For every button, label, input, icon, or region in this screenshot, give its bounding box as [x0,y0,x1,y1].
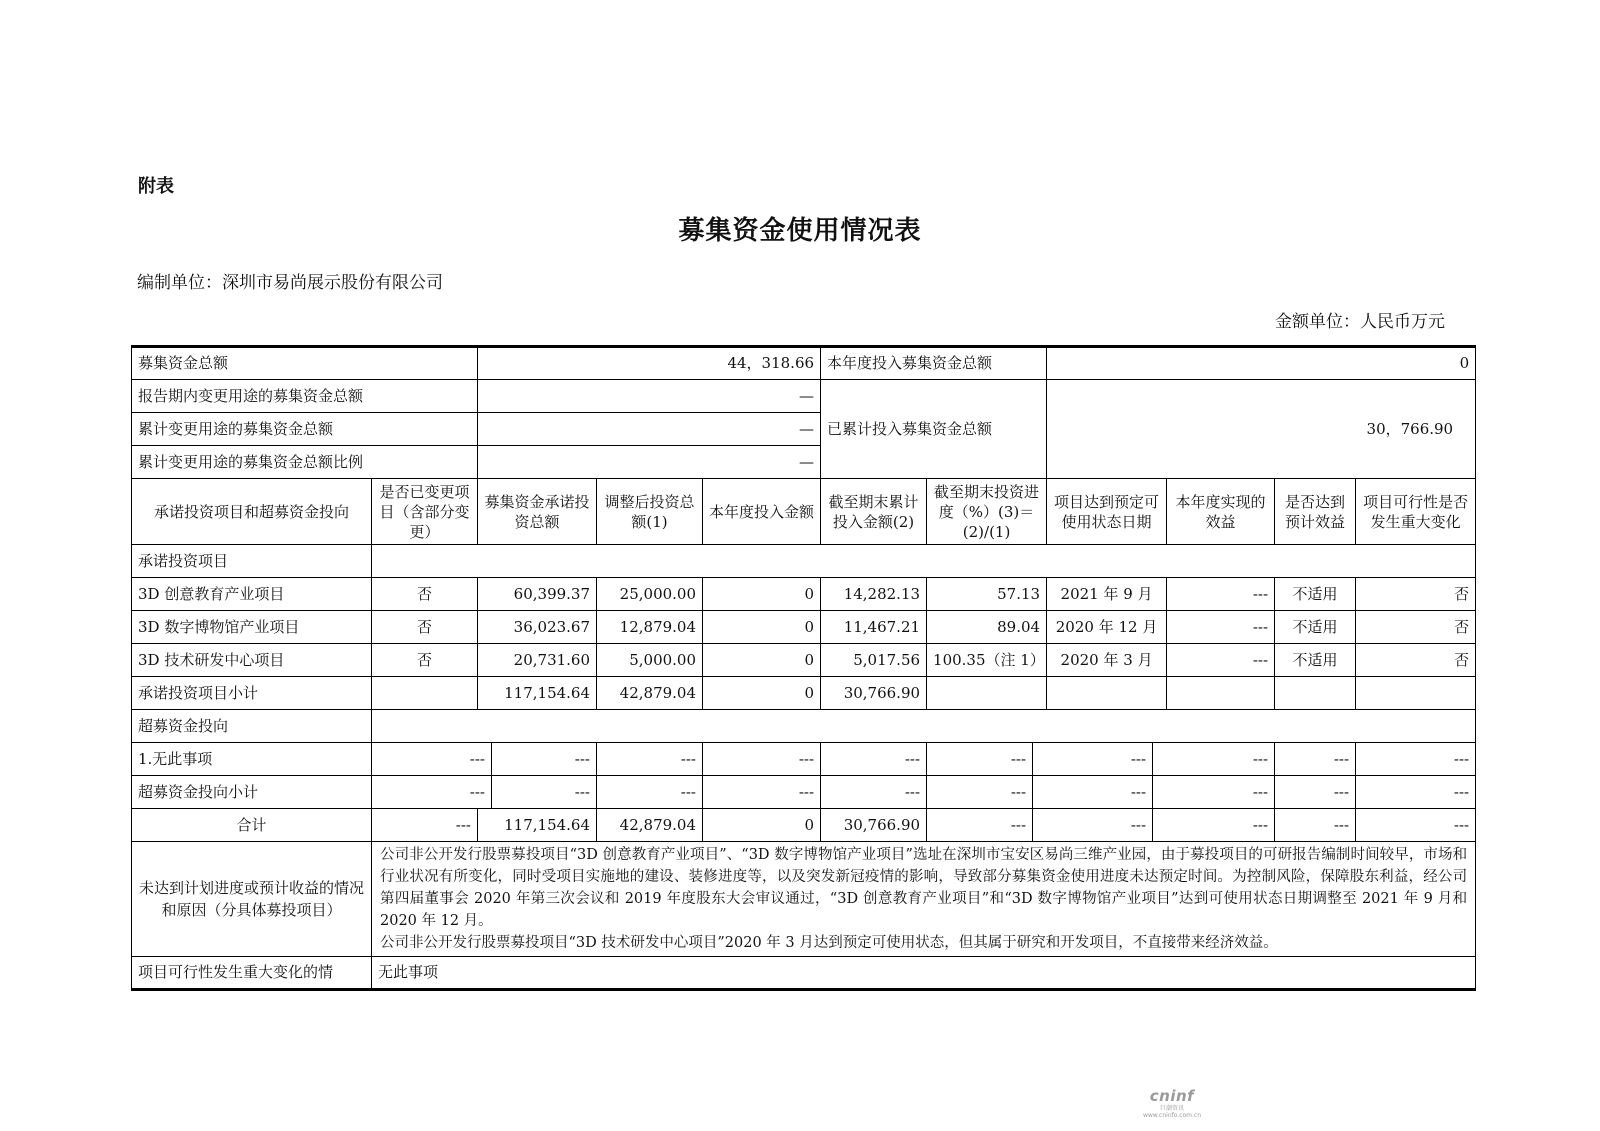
year-invest-value: 0 [1047,347,1476,380]
total-changed: --- [372,809,478,842]
subtotal-cumulative: 30,766.90 [821,677,927,710]
summary-row-changed-period [132,380,1476,413]
project-name: 3D 数字博物馆产业项目 [132,611,372,644]
feasibility-change-value: 无此事项 [372,957,1476,990]
overraise-cell: --- [1153,743,1275,776]
project-committed: 20,731.60 [478,644,597,677]
overraise-section-row [132,710,1476,743]
project-reached: 不适用 [1275,578,1356,611]
overraise-item-row [132,743,1476,776]
project-date: 2021 年 9 月 [1047,578,1167,611]
project-feasibility: 否 [1356,644,1476,677]
header-project: 承诺投资项目和超募资金投向 [132,479,372,545]
header-feasibility: 项目可行性是否发生重大变化 [1356,479,1476,545]
project-feasibility: 否 [1356,578,1476,611]
delay-reason-paragraph-1: 公司非公开发行股票募投项目“3D 创意教育产业项目”、“3D 数字博物馆产业项目”选址在深圳市宝安区易尚三维产业园，由于募投项目的可研报告编制时间较早，市场和行业状况有所变化，同时受项目实施地的建设、装修进度等，以及突发新冠疫情的影响，导致部分募集资金使用进度未达预定时间。为控制风险，保障股东利益，经公司第四届董事会 2020 年第三次会议和 2019 年度股东大会审议通过，“3D 创意教育产业项目”和“3D 数字博物馆产业项目”达到可使用状态日期调整至 2021 年 9 月和 2020 年 12 月。 [380,847,1468,929]
total-adjusted: 42,879.04 [597,809,703,842]
cum-changed-ratio-label: 累计变更用途的募集资金总额比例 [132,446,478,479]
project-changed: 否 [372,578,478,611]
currency-unit: 金额单位：人民币万元 [1275,312,1445,332]
overraise-subtotal-cell: --- [1153,776,1275,809]
total-funds-value: 44，318.66 [478,347,821,380]
cninfo-logo-mark: cninf [1149,1087,1195,1105]
overraise-cell: --- [492,743,597,776]
total-year-invest: 0 [703,809,821,842]
year-invest-label: 本年度投入募集资金总额 [821,347,1047,380]
total-committed: 117,154.64 [478,809,597,842]
header-benefit: 本年度实现的效益 [1167,479,1275,545]
committed-subtotal-row [132,677,1476,710]
header-year-invest: 本年度投入金额 [703,479,821,545]
overraise-item-label: 1.无此事项 [132,743,372,776]
project-progress: 89.04 [927,611,1047,644]
project-adjusted: 12,879.04 [597,611,703,644]
overraise-subtotal-cell: --- [1356,776,1476,809]
header-adjusted: 调整后投资总额(1) [597,479,703,545]
project-changed: 否 [372,644,478,677]
subtotal-reached [1275,677,1356,710]
cninfo-logo-url: www.cninfo.com.cn [1142,1112,1202,1119]
subtotal-benefit [1167,677,1275,710]
project-benefit: --- [1167,611,1275,644]
appendix-label: 附表 [138,176,174,197]
column-header-row [132,479,1476,545]
committed-section-row [132,545,1476,578]
total-funds-label: 募集资金总额 [132,347,478,380]
project-committed: 60,399.37 [478,578,597,611]
subtotal-date [1047,677,1167,710]
project-date: 2020 年 3 月 [1047,644,1167,677]
project-cumulative: 11,467.21 [821,611,927,644]
total-label: 合计 [132,809,372,842]
header-changed: 是否已变更项目（含部分变更） [372,479,478,545]
overraise-cell: --- [1033,743,1153,776]
project-benefit: --- [1167,644,1275,677]
changed-period-value: — [478,380,821,413]
committed-section-blank [372,545,1476,578]
total-reached: --- [1275,809,1356,842]
table-row [132,578,1476,611]
cninfo-logo-cn: 巨潮资讯 [1159,1105,1184,1112]
delay-reason-label: 未达到计划进度或预计收益的情况和原因（分具体募投项目） [132,842,372,957]
overraise-subtotal-cell: --- [597,776,703,809]
overraise-cell: --- [703,743,821,776]
overraise-subtotal-cell: --- [703,776,821,809]
cum-invest-label: 已累计投入募集资金总额 [821,380,1047,479]
header-progress: 截至期末投资进度（%）(3)＝(2)/(1) [927,479,1047,545]
overraise-cell: --- [597,743,703,776]
overraise-subtotal-cell: --- [821,776,927,809]
project-cumulative: 5,017.56 [821,644,927,677]
changed-period-label: 报告期内变更用途的募集资金总额 [132,380,478,413]
project-reached: 不适用 [1275,611,1356,644]
subtotal-adjusted: 42,879.04 [597,677,703,710]
delay-reason-paragraph-2: 公司非公开发行股票募投项目“3D 技术研发中心项目”2020 年 3 月达到预定可使用状态，但其属于研究和开发项目，不直接带来经济效益。 [380,935,1278,951]
project-cumulative: 14,282.13 [821,578,927,611]
overraise-cell: --- [927,743,1033,776]
overraise-subtotal-cell: --- [492,776,597,809]
project-year-invest: 0 [703,578,821,611]
table-row [132,644,1476,677]
overraise-cell: --- [821,743,927,776]
project-reached: 不适用 [1275,644,1356,677]
project-year-invest: 0 [703,611,821,644]
total-progress: --- [927,809,1033,842]
feasibility-change-label: 项目可行性发生重大变化的情 [132,957,372,990]
cninfo-logo [1132,1087,1212,1119]
project-date: 2020 年 12 月 [1047,611,1167,644]
overraise-subtotal-label: 超募资金投向小计 [132,776,372,809]
overraise-subtotal-cell: --- [1275,776,1356,809]
project-year-invest: 0 [703,644,821,677]
grand-total-row [132,809,1476,842]
fund-usage-table [131,345,1476,991]
committed-section-label: 承诺投资项目 [132,545,372,578]
overraise-subtotal-cell: --- [927,776,1033,809]
subtotal-year-invest: 0 [703,677,821,710]
total-benefit: --- [1153,809,1275,842]
header-cumulative: 截至期末累计投入金额(2) [821,479,927,545]
overraise-cell: --- [1275,743,1356,776]
overraise-section-label: 超募资金投向 [132,710,372,743]
overraise-subtotal-row [132,776,1476,809]
delay-reason-row [132,842,1476,957]
project-name: 3D 技术研发中心项目 [132,644,372,677]
subtotal-progress [927,677,1047,710]
project-feasibility: 否 [1356,611,1476,644]
project-progress: 100.35（注 1） [927,644,1047,677]
total-date: --- [1033,809,1153,842]
subtotal-committed: 117,154.64 [478,677,597,710]
header-date: 项目达到预定可使用状态日期 [1047,479,1167,545]
overraise-section-blank [372,710,1476,743]
overraise-cell: --- [1356,743,1476,776]
subtotal-label: 承诺投资项目小计 [132,677,372,710]
total-feasibility: --- [1356,809,1476,842]
project-changed: 否 [372,611,478,644]
project-adjusted: 25,000.00 [597,578,703,611]
subtotal-feasibility [1356,677,1476,710]
compiling-unit: 编制单位：深圳市易尚展示股份有限公司 [137,273,443,293]
overraise-subtotal-cell: --- [1033,776,1153,809]
project-committed: 36,023.67 [478,611,597,644]
overraise-cell: --- [372,743,492,776]
cum-changed-value: — [478,413,821,446]
overraise-subtotal-cell: --- [372,776,492,809]
total-cumulative: 30,766.90 [821,809,927,842]
header-committed: 募集资金承诺投资总额 [478,479,597,545]
table-row [132,611,1476,644]
project-name: 3D 创意教育产业项目 [132,578,372,611]
subtotal-changed [372,677,478,710]
page-title: 募集资金使用情况表 [678,216,922,246]
project-benefit: --- [1167,578,1275,611]
cum-changed-label: 累计变更用途的募集资金总额 [132,413,478,446]
cum-invest-value: 30，766.90 [1047,380,1476,479]
project-adjusted: 5,000.00 [597,644,703,677]
project-progress: 57.13 [927,578,1047,611]
delay-reason-text [372,842,1476,957]
header-reached: 是否达到预计效益 [1275,479,1356,545]
summary-row-total [132,347,1476,380]
feasibility-change-row [132,957,1476,990]
cum-changed-ratio-value: — [478,446,821,479]
